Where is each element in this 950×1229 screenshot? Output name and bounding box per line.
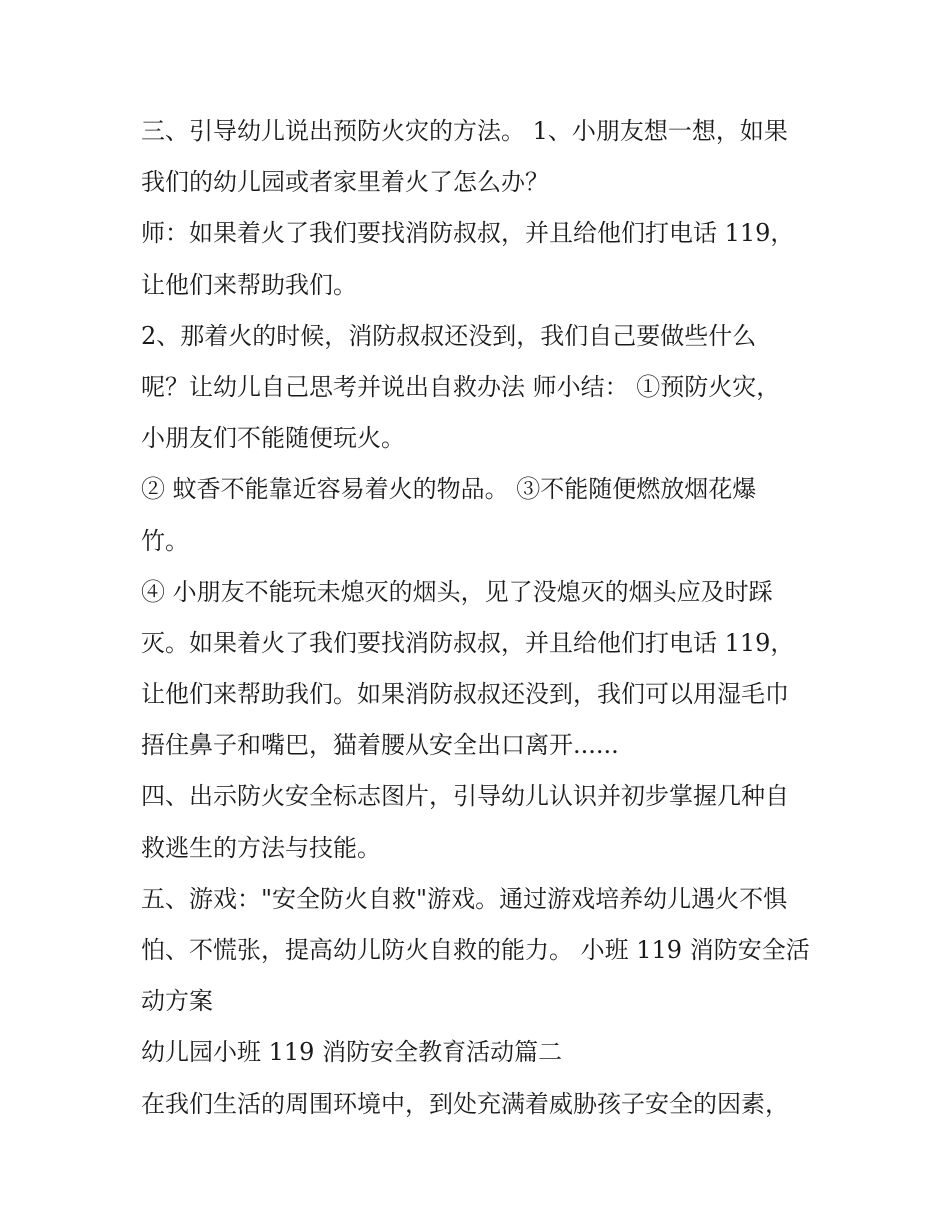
text-line: 捂住鼻子和嘴巴，猫着腰从安全出口离开...... — [141, 731, 619, 760]
section-heading: 幼儿园小班 119 消防安全教育活动篇二 — [141, 1038, 563, 1067]
document-body — [141, 106, 821, 1130]
text-line: 2、那着火的时候，消防叔叔还没到，我们自己要做些什么 — [141, 321, 757, 350]
text-line: 五、游戏："安全防火自救"游戏。通过游戏培养幼儿遇火不惧 — [141, 884, 788, 913]
text-line: ④ 小朋友不能玩未熄灭的烟头，见了没熄灭的烟头应及时踩 — [141, 577, 773, 606]
text-line: 我们的幼儿园或者家里着火了怎么办？ — [141, 168, 549, 197]
text-line: 让他们来帮助我们。 — [141, 270, 357, 299]
text-line: 救逃生的方法与技能。 — [141, 833, 381, 862]
text-line: 怕、不慌张，提高幼儿防火自救的能力。 小班 119 消防安全活 — [141, 936, 810, 964]
text-line: 灭。如果着火了我们要找消防叔叔，并且给他们打电话 119， — [141, 628, 795, 657]
text-line: ② 蚊香不能靠近容易着火的物品。 ③不能随便燃放烟花爆 — [141, 475, 757, 504]
text-line: 三、引导幼儿说出预防火灾的方法。 1、小朋友想一想，如果 — [141, 117, 788, 145]
text-line: 小朋友们不能随便玩火。 — [141, 424, 405, 453]
text-line: 让他们来帮助我们。如果消防叔叔还没到，我们可以用湿毛巾 — [141, 680, 789, 709]
text-line: 师：如果着火了我们要找消防叔叔，并且给他们打电话 119， — [141, 219, 795, 248]
text-line: 竹。 — [141, 526, 189, 555]
text-line: 四、出示防火安全标志图片，引导幼儿认识并初步掌握几种自 — [141, 782, 789, 811]
text-line: 动方案 — [141, 987, 213, 1016]
text-line: 呢？让幼儿自己思考并说出自救办法 师小结： ①预防火灾， — [141, 372, 781, 401]
text-line: 在我们生活的周围环境中，到处充满着威胁孩子安全的因素， — [141, 1089, 789, 1118]
